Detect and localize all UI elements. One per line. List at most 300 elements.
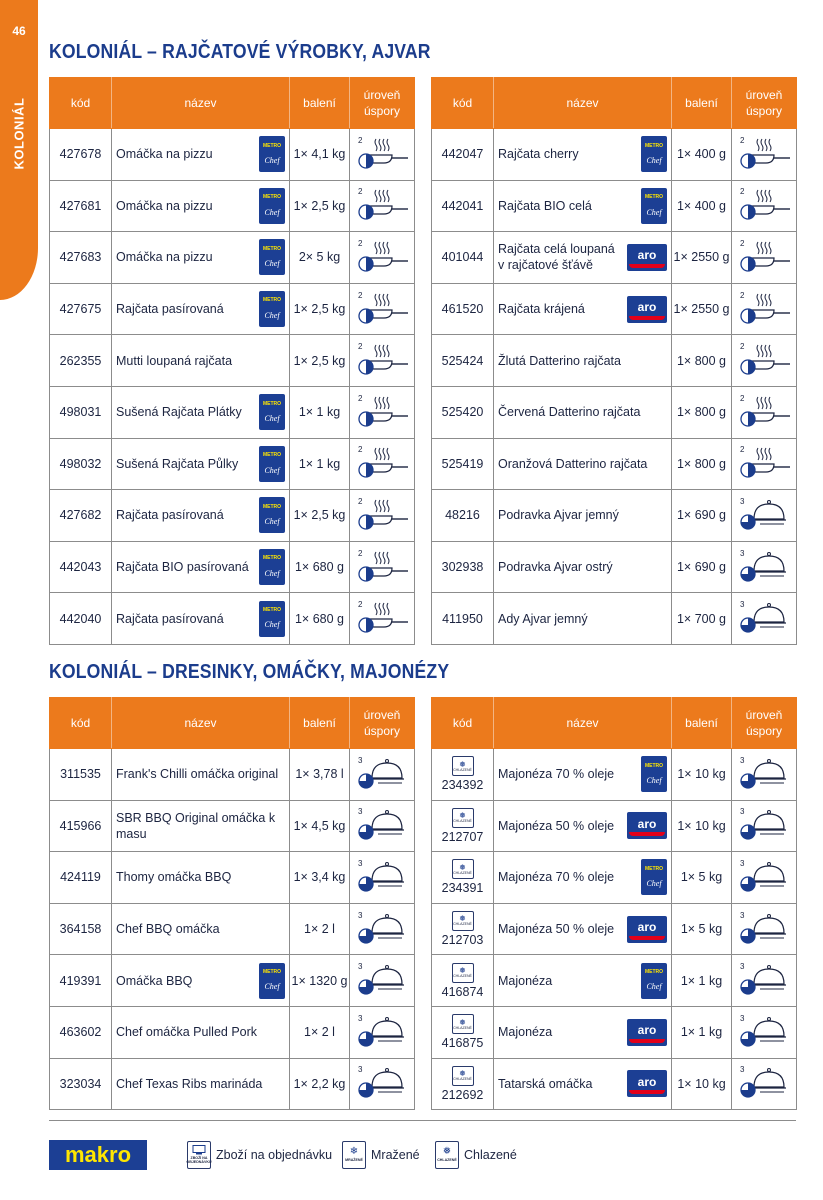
table-row bbox=[432, 852, 797, 904]
product-pack: 1× 680 g bbox=[290, 593, 350, 645]
product-table-rajcatove-left bbox=[49, 77, 415, 645]
product-name: Mutti loupaná rajčata bbox=[116, 353, 233, 368]
product-name: Majonéza 70 % oleje bbox=[498, 870, 615, 885]
section-title-dresinky: KOLONIÁL – DRESINKY, OMÁČKY, MAJONÉZY bbox=[49, 661, 450, 683]
savings-level bbox=[732, 490, 797, 542]
product-pack: 1× 4,1 kg bbox=[290, 129, 350, 181]
savings-level bbox=[350, 438, 415, 490]
cooled-icon: ❅ CHLAZENÉ bbox=[435, 1141, 459, 1169]
table-row bbox=[50, 490, 415, 542]
cloche-icon bbox=[354, 908, 410, 948]
product-name: Rajčata krájená bbox=[498, 301, 585, 316]
product-name: Majonéza 70 % oleje bbox=[498, 767, 615, 782]
product-name: Thomy omáčka BBQ bbox=[116, 870, 232, 885]
product-name: Omáčka na pizzu bbox=[116, 250, 213, 265]
product-pack: 1× 2550 g bbox=[672, 232, 732, 284]
savings-level bbox=[350, 852, 415, 904]
savings-level-number: 3 bbox=[740, 910, 745, 920]
cloche-icon bbox=[736, 1011, 792, 1051]
cloche-icon bbox=[354, 753, 410, 793]
product-name: Omáčka na pizzu bbox=[116, 198, 213, 213]
table-row bbox=[432, 438, 797, 490]
savings-level-number: 3 bbox=[358, 858, 363, 868]
pan-icon bbox=[354, 339, 410, 379]
savings-level-number: 2 bbox=[740, 393, 745, 403]
product-pack: 1× 1 kg bbox=[290, 386, 350, 438]
page-number: 46 bbox=[12, 24, 26, 38]
product-code: 234392 bbox=[441, 778, 484, 793]
savings-level bbox=[350, 490, 415, 542]
savings-level bbox=[732, 593, 797, 645]
savings-level-number: 3 bbox=[740, 548, 745, 558]
product-code-cell bbox=[432, 800, 494, 852]
table-row bbox=[50, 852, 415, 904]
table-row bbox=[432, 749, 797, 801]
column-header-code: kód bbox=[50, 78, 112, 129]
product-code: 442047 bbox=[432, 129, 494, 181]
savings-level bbox=[732, 1058, 797, 1110]
product-code-cell bbox=[432, 903, 494, 955]
aro-logo: aro bbox=[627, 1019, 667, 1046]
table-header-row bbox=[50, 78, 415, 129]
cloche-icon bbox=[736, 959, 792, 999]
column-header-code: kód bbox=[432, 698, 494, 749]
savings-level bbox=[350, 800, 415, 852]
product-pack: 1× 1 kg bbox=[672, 1006, 732, 1058]
savings-level bbox=[350, 541, 415, 593]
product-name: Majonéza 50 % oleje bbox=[498, 921, 615, 936]
savings-level bbox=[350, 129, 415, 181]
product-pack: 1× 2 l bbox=[290, 903, 350, 955]
pan-icon bbox=[354, 133, 410, 173]
product-code: 48216 bbox=[432, 490, 494, 542]
table-row bbox=[50, 232, 415, 284]
metro-chef-logo: METRO Chef bbox=[641, 859, 667, 895]
table-row bbox=[432, 386, 797, 438]
column-header-name: název bbox=[494, 698, 672, 749]
table-row bbox=[50, 283, 415, 335]
product-table-dresinky-right bbox=[431, 697, 797, 1110]
pan-icon bbox=[354, 494, 410, 534]
aro-logo: aro bbox=[627, 1070, 667, 1097]
metro-chef-logo: METRO Chef bbox=[641, 188, 667, 224]
table-row bbox=[432, 955, 797, 1007]
product-code: 262355 bbox=[50, 335, 112, 387]
section-title-rajcatove: KOLONIÁL – RAJČATOVÉ VÝROBKY, AJVAR bbox=[49, 41, 431, 63]
savings-level-number: 3 bbox=[740, 600, 745, 610]
product-pack: 1× 2 l bbox=[290, 1006, 350, 1058]
cooled-icon: ❅ CHLAZENÉ bbox=[452, 1066, 474, 1086]
table-row bbox=[50, 800, 415, 852]
metro-chef-logo: METRO Chef bbox=[259, 291, 285, 327]
savings-level-number: 2 bbox=[358, 445, 363, 455]
product-pack: 1× 690 g bbox=[672, 490, 732, 542]
savings-level bbox=[732, 1006, 797, 1058]
savings-level bbox=[350, 749, 415, 801]
product-pack: 1× 1 kg bbox=[672, 955, 732, 1007]
metro-chef-logo: METRO Chef bbox=[259, 394, 285, 430]
savings-level-number: 2 bbox=[358, 496, 363, 506]
table-row bbox=[432, 129, 797, 181]
savings-level-number: 2 bbox=[740, 290, 745, 300]
product-name: Chef Texas Ribs marináda bbox=[116, 1076, 263, 1091]
product-name: Sušená Rajčata Půlky bbox=[116, 456, 239, 471]
product-name: Rajčata BIO celá bbox=[498, 198, 592, 213]
cloche-icon bbox=[736, 546, 792, 586]
pan-icon bbox=[354, 288, 410, 328]
product-name: Rajčata cherry bbox=[498, 147, 579, 162]
product-code: 442041 bbox=[432, 180, 494, 232]
product-name: Podravka Ajvar jemný bbox=[498, 508, 619, 523]
table-row bbox=[50, 335, 415, 387]
savings-level bbox=[732, 800, 797, 852]
product-code-cell bbox=[432, 1006, 494, 1058]
savings-level-number: 2 bbox=[358, 135, 363, 145]
savings-level-number: 3 bbox=[358, 962, 363, 972]
pan-icon bbox=[354, 442, 410, 482]
savings-level bbox=[732, 955, 797, 1007]
cloche-icon bbox=[736, 804, 792, 844]
table-row bbox=[50, 1058, 415, 1110]
savings-level-number: 3 bbox=[358, 1065, 363, 1075]
pan-icon bbox=[736, 133, 792, 173]
product-code: 416874 bbox=[441, 984, 484, 999]
product-name: Majonéza 50 % oleje bbox=[498, 818, 615, 833]
table-row bbox=[50, 903, 415, 955]
column-header-name: název bbox=[112, 698, 290, 749]
table-row bbox=[50, 129, 415, 181]
legend-order-label: Zboží na objednávku bbox=[216, 1148, 333, 1162]
product-code: 427675 bbox=[50, 283, 112, 335]
column-header-code: kód bbox=[50, 698, 112, 749]
savings-level bbox=[350, 903, 415, 955]
product-code: 427683 bbox=[50, 232, 112, 284]
metro-chef-logo: METRO Chef bbox=[259, 239, 285, 275]
aro-logo: aro bbox=[627, 916, 667, 943]
product-pack: 1× 2,5 kg bbox=[290, 490, 350, 542]
product-code: 311535 bbox=[50, 749, 112, 801]
table-row bbox=[432, 490, 797, 542]
savings-level-number: 3 bbox=[358, 910, 363, 920]
product-name: Rajčata pasírovaná bbox=[116, 301, 224, 316]
product-code-cell bbox=[432, 955, 494, 1007]
savings-level bbox=[732, 129, 797, 181]
product-code: 364158 bbox=[50, 903, 112, 955]
metro-chef-logo: METRO Chef bbox=[641, 756, 667, 792]
savings-level-number: 2 bbox=[358, 393, 363, 403]
table-row bbox=[432, 283, 797, 335]
table-row bbox=[432, 180, 797, 232]
pan-icon bbox=[354, 236, 410, 276]
column-header-savings: úroveň úspory bbox=[350, 78, 415, 129]
product-code: 461520 bbox=[432, 283, 494, 335]
savings-level bbox=[350, 180, 415, 232]
legend-frozen bbox=[342, 1141, 420, 1169]
snowflake-icon: ❄ MRAŽENÉ bbox=[342, 1141, 366, 1169]
savings-level bbox=[732, 180, 797, 232]
savings-level-number: 2 bbox=[358, 290, 363, 300]
cooled-icon: ❅ CHLAZENÉ bbox=[452, 859, 474, 879]
savings-level bbox=[732, 903, 797, 955]
cooled-icon: ❅ CHLAZENÉ bbox=[452, 963, 474, 983]
column-header-name: název bbox=[112, 78, 290, 129]
savings-level-number: 3 bbox=[740, 962, 745, 972]
table-row bbox=[50, 1006, 415, 1058]
pan-icon bbox=[736, 288, 792, 328]
product-name: SBR BBQ Original omáčka k masu bbox=[116, 810, 276, 841]
cloche-icon bbox=[736, 597, 792, 637]
legend-cooled bbox=[435, 1141, 517, 1169]
product-pack: 1× 10 kg bbox=[672, 1058, 732, 1110]
product-pack: 1× 1320 g bbox=[290, 955, 350, 1007]
table-row bbox=[432, 1058, 797, 1110]
product-name: Rajčata BIO pasírovaná bbox=[116, 559, 249, 574]
product-name: Oranžová Datterino rajčata bbox=[498, 456, 648, 471]
pan-icon bbox=[736, 184, 792, 224]
cooled-icon: ❅ CHLAZENÉ bbox=[452, 911, 474, 931]
product-table-rajcatove-right bbox=[431, 77, 797, 645]
savings-level bbox=[350, 955, 415, 1007]
product-code: 302938 bbox=[432, 541, 494, 593]
metro-chef-logo: METRO Chef bbox=[259, 188, 285, 224]
product-name: Podravka Ajvar ostrý bbox=[498, 559, 613, 574]
product-code: 212703 bbox=[441, 933, 484, 948]
product-name: Tatarská omáčka bbox=[498, 1076, 593, 1091]
cloche-icon bbox=[354, 804, 410, 844]
product-code: 427682 bbox=[50, 490, 112, 542]
pan-icon bbox=[736, 339, 792, 379]
pan-icon bbox=[354, 546, 410, 586]
savings-level-number: 2 bbox=[740, 445, 745, 455]
product-code: 419391 bbox=[50, 955, 112, 1007]
pan-icon bbox=[354, 184, 410, 224]
computer-icon: ZBOŽÍ NA OBJEDNÁVKU bbox=[187, 1141, 211, 1169]
legend-order bbox=[187, 1141, 332, 1169]
makro-logo: makro bbox=[49, 1140, 147, 1170]
table-row bbox=[50, 593, 415, 645]
savings-level-number: 2 bbox=[740, 187, 745, 197]
cooled-icon: ❅ CHLAZENÉ bbox=[452, 808, 474, 828]
savings-level bbox=[732, 749, 797, 801]
savings-level bbox=[732, 283, 797, 335]
product-code: 411950 bbox=[432, 593, 494, 645]
product-pack: 1× 800 g bbox=[672, 438, 732, 490]
column-header-savings: úroveň úspory bbox=[350, 698, 415, 749]
product-code: 212692 bbox=[441, 1087, 484, 1102]
pan-icon bbox=[354, 597, 410, 637]
product-code-cell bbox=[432, 749, 494, 801]
savings-level-number: 2 bbox=[358, 238, 363, 248]
cooled-icon: ❅ CHLAZENÉ bbox=[452, 1014, 474, 1034]
product-code: 416875 bbox=[441, 1036, 484, 1051]
product-name: Ady Ajvar jemný bbox=[498, 611, 588, 626]
product-pack: 1× 1 kg bbox=[290, 438, 350, 490]
metro-chef-logo: METRO Chef bbox=[641, 963, 667, 999]
table-row bbox=[50, 438, 415, 490]
product-code: 498031 bbox=[50, 386, 112, 438]
product-code: 212707 bbox=[441, 829, 484, 844]
product-code: 424119 bbox=[50, 852, 112, 904]
savings-level bbox=[732, 335, 797, 387]
product-code: 498032 bbox=[50, 438, 112, 490]
table-row bbox=[50, 386, 415, 438]
product-table-dresinky-left bbox=[49, 697, 415, 1110]
table-row bbox=[432, 232, 797, 284]
pan-icon bbox=[736, 442, 792, 482]
metro-chef-logo: METRO Chef bbox=[259, 497, 285, 533]
product-code: 234391 bbox=[441, 881, 484, 896]
savings-level-number: 2 bbox=[358, 548, 363, 558]
table-row bbox=[50, 180, 415, 232]
table-row bbox=[50, 749, 415, 801]
table-row bbox=[432, 541, 797, 593]
product-name: Chef omáčka Pulled Pork bbox=[116, 1025, 258, 1040]
savings-level-number: 2 bbox=[358, 600, 363, 610]
product-code: 427681 bbox=[50, 180, 112, 232]
cloche-icon bbox=[736, 908, 792, 948]
product-pack: 1× 5 kg bbox=[672, 852, 732, 904]
table-row bbox=[50, 955, 415, 1007]
product-name: Frank's Chilli omáčka original bbox=[116, 767, 279, 782]
product-pack: 1× 10 kg bbox=[672, 800, 732, 852]
product-code-cell bbox=[432, 1058, 494, 1110]
legend-frozen-label: Mražené bbox=[371, 1148, 420, 1162]
savings-level-number: 2 bbox=[358, 342, 363, 352]
metro-chef-logo: METRO Chef bbox=[259, 963, 285, 999]
product-code: 442040 bbox=[50, 593, 112, 645]
product-name: Žlutá Datterino rajčata bbox=[498, 353, 621, 368]
savings-level bbox=[350, 1058, 415, 1110]
savings-level-number: 2 bbox=[740, 342, 745, 352]
cloche-icon bbox=[354, 1011, 410, 1051]
product-name: Rajčata celá loupaná v rajčatové šťávě bbox=[498, 242, 615, 273]
savings-level-number: 3 bbox=[358, 755, 363, 765]
product-code: 525420 bbox=[432, 386, 494, 438]
metro-chef-logo: METRO Chef bbox=[259, 549, 285, 585]
aro-logo: aro bbox=[627, 244, 667, 271]
product-name: Rajčata pasírovaná bbox=[116, 508, 224, 523]
savings-level-number: 3 bbox=[740, 1065, 745, 1075]
product-name: Omáčka BBQ bbox=[116, 973, 193, 988]
savings-level bbox=[350, 335, 415, 387]
savings-level bbox=[350, 1006, 415, 1058]
table-header-row bbox=[432, 698, 797, 749]
product-pack: 1× 5 kg bbox=[672, 903, 732, 955]
table-row bbox=[432, 593, 797, 645]
product-pack: 1× 10 kg bbox=[672, 749, 732, 801]
table-row bbox=[432, 1006, 797, 1058]
product-pack: 1× 2,5 kg bbox=[290, 335, 350, 387]
table-row bbox=[50, 541, 415, 593]
legend-cooled-label: Chlazené bbox=[464, 1148, 517, 1162]
product-pack: 1× 400 g bbox=[672, 180, 732, 232]
savings-level-number: 3 bbox=[740, 1013, 745, 1023]
savings-level bbox=[732, 232, 797, 284]
cloche-icon bbox=[736, 1062, 792, 1102]
footer-divider bbox=[49, 1120, 796, 1121]
product-name: Majonéza bbox=[498, 973, 553, 988]
column-header-savings: úroveň úspory bbox=[732, 78, 797, 129]
product-pack: 1× 3,4 kg bbox=[290, 852, 350, 904]
product-pack: 1× 2,2 kg bbox=[290, 1058, 350, 1110]
savings-level-number: 3 bbox=[358, 1013, 363, 1023]
product-name: Majonéza bbox=[498, 1025, 553, 1040]
metro-chef-logo: METRO Chef bbox=[259, 136, 285, 172]
cooled-icon: ❅ CHLAZENÉ bbox=[452, 756, 474, 776]
product-code: 525419 bbox=[432, 438, 494, 490]
savings-level-number: 2 bbox=[358, 187, 363, 197]
table-row bbox=[432, 335, 797, 387]
product-code: 323034 bbox=[50, 1058, 112, 1110]
column-header-code: kód bbox=[432, 78, 494, 129]
cloche-icon bbox=[354, 856, 410, 896]
product-code: 525424 bbox=[432, 335, 494, 387]
product-name: Sušená Rajčata Plátky bbox=[116, 405, 242, 420]
product-code: 427678 bbox=[50, 129, 112, 181]
product-code: 463602 bbox=[50, 1006, 112, 1058]
product-pack: 1× 3,78 l bbox=[290, 749, 350, 801]
savings-level bbox=[732, 386, 797, 438]
table-row bbox=[432, 903, 797, 955]
product-pack: 1× 400 g bbox=[672, 129, 732, 181]
product-name: Omáčka na pizzu bbox=[116, 147, 213, 162]
cloche-icon bbox=[736, 753, 792, 793]
savings-level bbox=[350, 593, 415, 645]
column-header-pack: balení bbox=[672, 698, 732, 749]
savings-level bbox=[350, 386, 415, 438]
column-header-name: název bbox=[494, 78, 672, 129]
product-pack: 1× 2,5 kg bbox=[290, 180, 350, 232]
product-pack: 1× 2550 g bbox=[672, 283, 732, 335]
savings-level-number: 2 bbox=[740, 238, 745, 248]
column-header-pack: balení bbox=[672, 78, 732, 129]
product-pack: 1× 800 g bbox=[672, 386, 732, 438]
product-name: Rajčata pasírovaná bbox=[116, 611, 224, 626]
product-pack: 1× 700 g bbox=[672, 593, 732, 645]
savings-level bbox=[350, 283, 415, 335]
table-header-row bbox=[432, 78, 797, 129]
savings-level bbox=[350, 232, 415, 284]
pan-icon bbox=[736, 236, 792, 276]
product-pack: 2× 5 kg bbox=[290, 232, 350, 284]
product-code-cell bbox=[432, 852, 494, 904]
savings-level-number: 3 bbox=[740, 807, 745, 817]
savings-level-number: 2 bbox=[740, 135, 745, 145]
product-pack: 1× 690 g bbox=[672, 541, 732, 593]
product-pack: 1× 2,5 kg bbox=[290, 283, 350, 335]
column-header-pack: balení bbox=[290, 78, 350, 129]
cloche-icon bbox=[736, 856, 792, 896]
savings-level bbox=[732, 541, 797, 593]
product-pack: 1× 4,5 kg bbox=[290, 800, 350, 852]
product-pack: 1× 680 g bbox=[290, 541, 350, 593]
metro-chef-logo: METRO Chef bbox=[259, 601, 285, 637]
column-header-savings: úroveň úspory bbox=[732, 698, 797, 749]
side-section-label bbox=[12, 136, 27, 170]
pan-icon bbox=[736, 391, 792, 431]
savings-level bbox=[732, 438, 797, 490]
savings-level-number: 3 bbox=[740, 755, 745, 765]
table-header-row bbox=[50, 698, 415, 749]
product-code: 442043 bbox=[50, 541, 112, 593]
product-name: Červená Datterino rajčata bbox=[498, 405, 641, 420]
metro-chef-logo: METRO Chef bbox=[259, 446, 285, 482]
cloche-icon bbox=[354, 959, 410, 999]
metro-chef-logo: METRO Chef bbox=[641, 136, 667, 172]
product-code: 401044 bbox=[432, 232, 494, 284]
cloche-icon bbox=[736, 494, 792, 534]
aro-logo: aro bbox=[627, 812, 667, 839]
